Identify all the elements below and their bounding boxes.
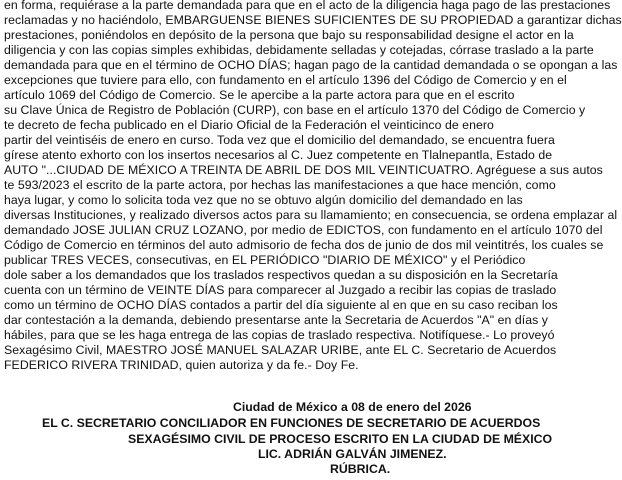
- body-line: gírese atento exhorto con los insertos necesarios al C. Juez competente en Tlalnepantla, Estado de: [4, 148, 553, 162]
- body-line: demandado JOSE JULIAN CRUZ LOZANO, por medio de EDICTOS, con fundamento en el artículo 1070 del: [4, 223, 603, 237]
- body-line: cuenta con un término de VEINTE DÍAS para comparecer al Juzgado a recibir las copias de traslado: [4, 283, 557, 297]
- body-line: AUTO "...CIUDAD DE MÉXICO A TREINTA DE ABRIL DE DOS MIL VEINTICUATRO. Agréguese a sus autos: [4, 163, 603, 177]
- body-line: su Clave Única de Registro de Población (CURP), con base en el artículo 1370 del Código de Comercio y: [4, 103, 586, 117]
- footer-signature: RÚBRICA.: [330, 462, 391, 476]
- body-line: Sexagésimo Civil, MAESTRO JOSÉ MANUEL SALAZAR URIBE, ante EL C. Secretario de Acuerdos: [4, 343, 557, 357]
- body-line: diligencia y con las copias simples exhibidas, debidamente selladas y cotejadas, córrase traslado a la parte: [4, 43, 594, 57]
- body-line: publicar TRES VECES, consecutivas, en EL PERIÓDICO "DIARIO DE MÉXICO" y el Periódico: [4, 253, 526, 267]
- body-line: artículo 1069 del Código de Comercio. Se le apercibe a la parte actora para que en el escrito: [4, 88, 515, 102]
- body-line: excepciones que tuviere para ello, con fundamento en el artículo 1396 del Código de Comercio y en el: [4, 73, 567, 87]
- body-line: reclamadas y no haciéndolo, EMBARGUENSE BIENES SUFICIENTES DE SU PROPIEDAD a garantizar dichas: [4, 13, 622, 27]
- footer-title-line-2: SEXAGÉSIMO CIVIL DE PROCESO ESCRITO EN LA CIUDAD DE MÉXICO: [128, 432, 553, 446]
- body-line: partir del veintiséis de enero en curso. Toda vez que el domicilio del demandado, se encuentra fuera: [4, 133, 555, 147]
- body-line: dar contestación a la demanda, debiendo presentarse ante la Secretaria de Acuerdos "A" en días y: [4, 313, 549, 327]
- body-line: haya lugar, y como lo solicita toda vez que no se obtuvo algún domicilio del demandado en las: [4, 193, 523, 207]
- body-line: te decreto de fecha publicado en el Diario Oficial de la Federación el veinticinco de enero: [4, 118, 494, 132]
- body-line: hábiles, para que se les haga entrega de las copias de traslado respectiva. Notifíquese.- Lo proveyó: [4, 328, 555, 342]
- body-line: demandada para que en el término de OCHO DÍAS; hagan pago de la cantidad demandada o se opongan a las: [4, 58, 618, 72]
- body-line: dole saber a los demandados que los traslados respectivos quedan a su disposición en la Secretaría: [4, 268, 558, 282]
- footer-title-line-1: EL C. SECRETARIO CONCILIADOR EN FUNCIONES DE SECRETARIO DE ACUERDOS: [42, 416, 541, 430]
- body-line: en forma, requiérase a la parte demandada para que en el acto de la diligencia haga pago de las prestaciones: [4, 0, 611, 12]
- footer-name: LIC. ADRIÁN GALVÁN JIMENEZ.: [258, 447, 447, 461]
- body-line: FEDERICO RIVERA TRINIDAD, quien autoriza y da fe.- Doy Fe.: [4, 358, 359, 372]
- body-line: prestaciones, poniéndolos en depósito de la persona que bajo su responsabilidad designe el actor en la: [4, 28, 574, 42]
- footer-date: Ciudad de México a 08 de enero del 2026: [233, 400, 472, 414]
- body-line: Código de Comercio en términos del auto admisorio de fecha dos de junio de dos mil veintitrés, los cuales se: [4, 238, 604, 252]
- body-line: diversas Instituciones, y realizado diversos actos para su llamamiento; en consecuencia, se ordena emplazar al: [4, 208, 618, 222]
- body-line: te 593/2023 el escrito de la parte actora, por hechas las manifestaciones a que hace mención, como: [4, 178, 556, 192]
- body-line: como un término de OCHO DÍAS contados a partir del día siguiente al en que en su caso reciban los: [4, 298, 558, 312]
